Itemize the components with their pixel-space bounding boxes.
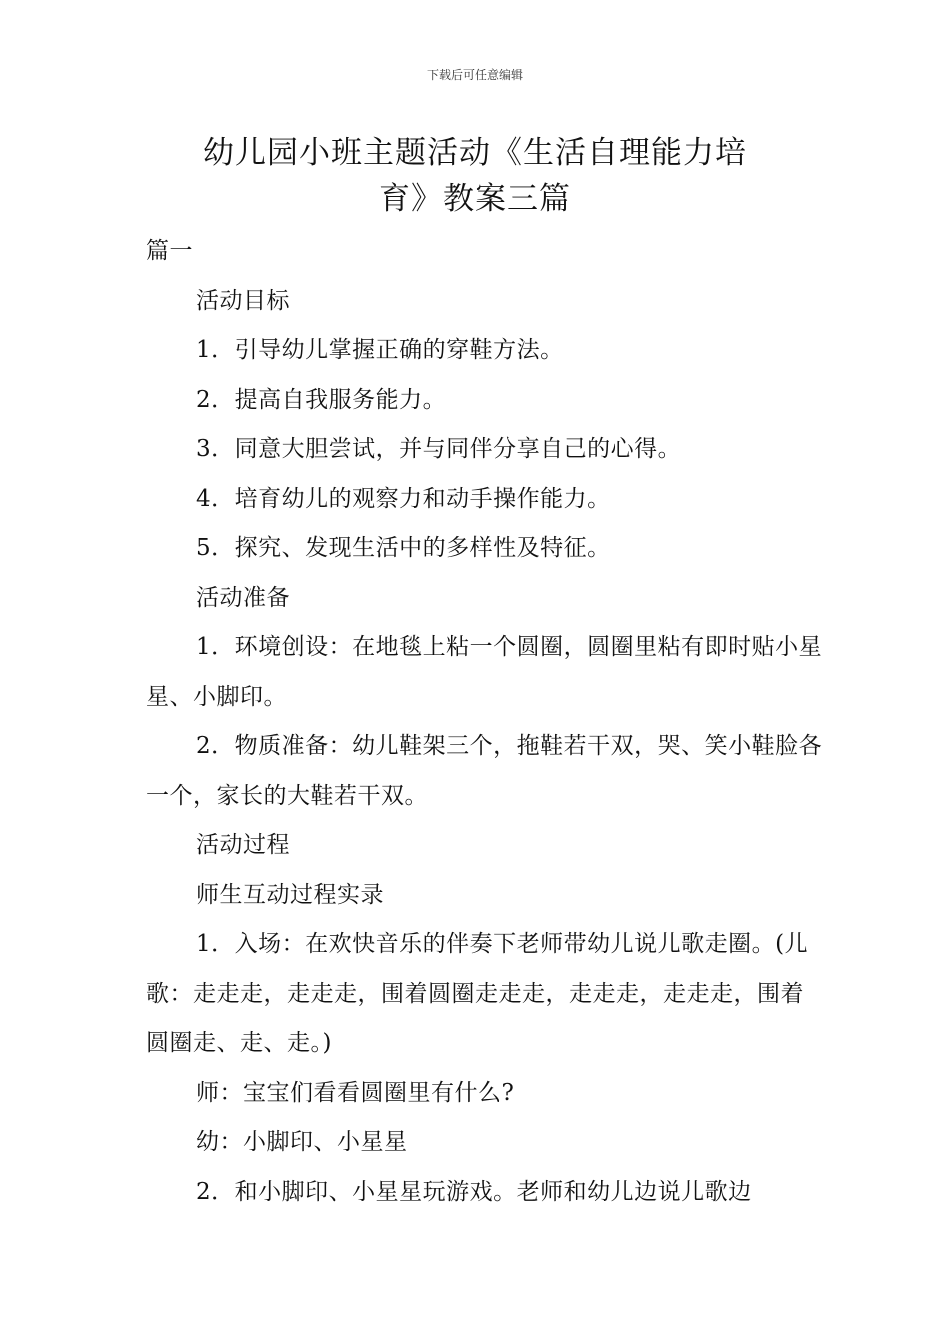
title-line-1: 幼儿园小班主题活动《生活自理能力培 — [203, 135, 747, 171]
subheading-activity-goals: 活动目标 — [196, 287, 290, 314]
subheading-activity-preparation: 活动准备 — [196, 584, 290, 611]
subheading-activity-process: 活动过程 — [196, 832, 290, 858]
subheading-interaction-record: 师生互动过程实录 — [196, 881, 384, 908]
document-body — [146, 227, 826, 1217]
title-line-2: 育》教案三篇 — [379, 181, 571, 217]
dialogue-teacher: 师：宝宝们看看圆圈里有什么? — [196, 1079, 515, 1106]
goal-item-3: 3．同意大胆尝试，并与同伴分享自己的心得。 — [196, 436, 682, 462]
process-step-1: 1．入场：在欢快音乐的伴奏下老师带幼儿说儿歌走圈。(儿歌：走走走，走走走，围着圆圈走走走，走走走，走走走，围着圆圈走、走、走。) — [146, 931, 809, 1056]
process-step-2: 2．和小脚印、小星星玩游戏。老师和幼儿边说儿歌边 — [196, 1178, 752, 1205]
goal-item-4: 4．培育幼儿的观察力和动手操作能力。 — [196, 485, 611, 512]
preparation-item-2: 2．物质准备：幼儿鞋架三个，拖鞋若干双，哭、笑小鞋脸各一个，家长的大鞋若干双。 — [146, 733, 823, 809]
page-header-note: 下载后可任意编辑 — [426, 68, 523, 82]
document-title — [120, 130, 830, 222]
goal-item-1: 1．引导幼儿掌握正确的穿鞋方法。 — [196, 337, 564, 363]
dialogue-child: 幼：小脚印、小星星 — [196, 1129, 408, 1155]
goal-item-2: 2．提高自我服务能力。 — [196, 386, 447, 413]
preparation-item-1: 1．环境创设：在地毯上粘一个圆圈，圆圈里粘有即时贴小星星、小脚印。 — [146, 634, 823, 710]
goal-item-5: 5．探究、发现生活中的多样性及特征。 — [196, 535, 611, 561]
section-heading: 篇一 — [146, 238, 193, 264]
